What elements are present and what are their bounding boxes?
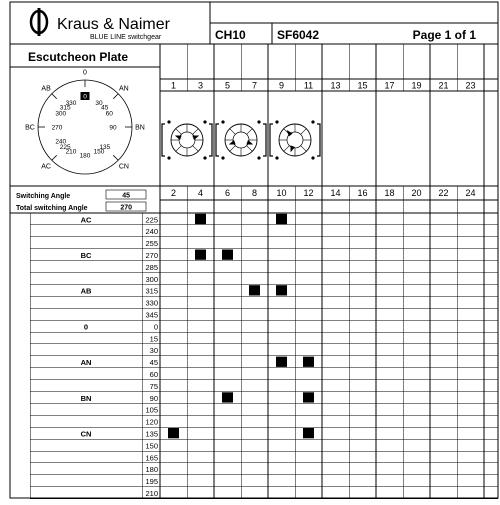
- angle-value: 285: [145, 262, 158, 272]
- contact-number-top: 21: [438, 80, 449, 91]
- angle-value: 330: [145, 298, 158, 308]
- escutcheon-dial: [25, 70, 145, 175]
- dial-angle-label: 225: [59, 144, 71, 152]
- dial-position-label: AB: [41, 85, 51, 93]
- angle-value: 105: [145, 405, 158, 415]
- position-label: BC: [80, 251, 92, 260]
- angle-value: 345: [145, 310, 158, 320]
- position-label: AB: [80, 286, 92, 296]
- dial-angle-label: 150: [93, 148, 105, 156]
- total-switching-angle-label: Total switching Angle: [16, 205, 88, 212]
- contact-number-top: 5: [224, 80, 231, 91]
- dial-angle-label: 90: [109, 124, 117, 132]
- angle-value: 90: [149, 393, 158, 403]
- angle-value: 15: [149, 334, 158, 344]
- angle-value: 75: [149, 381, 158, 391]
- contact-number-top: 13: [330, 80, 341, 91]
- contact-number-bottom: 18: [384, 188, 395, 198]
- angle-value: 30: [149, 346, 158, 356]
- contact-number-bottom: 22: [438, 188, 449, 198]
- dial-position-label: AC: [41, 163, 51, 171]
- closed-contact-mark: [222, 250, 233, 260]
- switching-angle-label: Switching Angle: [16, 193, 71, 200]
- contact-number-bottom: 14: [330, 188, 341, 198]
- contact-number-top: 23: [465, 80, 476, 91]
- position-label: AN: [80, 358, 92, 368]
- cam-contact-symbol: [270, 120, 320, 159]
- contact-number-bottom: 12: [303, 188, 314, 198]
- contact-number-top: 19: [411, 80, 422, 91]
- closed-contact-mark: [276, 285, 287, 295]
- dial-angle-label: 210: [65, 148, 77, 156]
- contact-number-top: 3: [197, 80, 204, 91]
- brand-tagline: BLUE LINE switchgear: [90, 34, 162, 41]
- closed-contact-mark: [195, 214, 206, 224]
- angle-value: 255: [145, 239, 158, 249]
- angle-value: 240: [145, 227, 158, 237]
- closed-contact-mark: [303, 392, 314, 402]
- dial-angle-label: 45: [101, 104, 109, 112]
- angle-value: 150: [145, 441, 158, 451]
- closed-contact-mark: [168, 428, 179, 438]
- contact-number-bottom: 16: [357, 188, 368, 198]
- dial-angle-label: 240: [55, 138, 67, 146]
- dial-angle-label: 270: [51, 124, 63, 132]
- cam-contact-symbol: [216, 120, 266, 159]
- dial-angle-label: 30: [95, 100, 103, 108]
- dial-position-label: CN: [118, 163, 129, 171]
- contact-number-top: 7: [251, 80, 258, 91]
- closed-contact-mark: [276, 214, 287, 224]
- contact-wiring-diagram: [162, 120, 320, 159]
- model-number: CH10: [215, 28, 246, 42]
- angle-value: 195: [145, 477, 158, 487]
- contact-number-top: 15: [357, 80, 368, 91]
- total-switching-angle-value: 270: [120, 204, 132, 212]
- contact-number-bottom: 6: [224, 188, 231, 198]
- contact-number-top: 9: [278, 80, 285, 91]
- contact-number-bottom: 20: [411, 188, 422, 198]
- brand-name: Kraus & Naimer: [57, 16, 170, 33]
- contact-number-bottom: 8: [251, 188, 258, 198]
- cam-contact-symbol: [162, 120, 212, 159]
- angle-value: 270: [145, 251, 158, 260]
- closed-contact-mark: [249, 285, 260, 295]
- contact-number-top: 17: [384, 80, 395, 91]
- closed-contact-mark: [303, 428, 314, 438]
- angle-value: 60: [149, 370, 158, 379]
- angle-value: 210: [145, 489, 158, 498]
- closed-contact-mark: [303, 357, 314, 367]
- dial-angle-label: 315: [59, 104, 71, 112]
- dial-angle-label: 330: [65, 100, 77, 108]
- dial-position-label: AN: [119, 85, 129, 93]
- contact-number-bottom: 4: [197, 188, 204, 198]
- drawing-number: SF6042: [277, 28, 320, 42]
- brand-logo: [31, 8, 47, 36]
- contact-number-bottom: 10: [276, 188, 287, 198]
- contact-number-bottom: 24: [465, 188, 476, 198]
- contact-number-bottom: 2: [170, 188, 177, 198]
- angle-value: 135: [145, 429, 158, 439]
- dial-angle-label: 135: [99, 144, 111, 152]
- escutcheon-title: Escutcheon Plate: [28, 50, 129, 64]
- angle-value: 300: [145, 274, 158, 284]
- angle-value: 315: [145, 286, 158, 296]
- dial-position-label: 0: [83, 69, 87, 77]
- contact-number-top: 1: [170, 80, 177, 91]
- angle-value: 120: [145, 417, 158, 427]
- position-label: AC: [80, 215, 92, 225]
- dial-position-label: BN: [135, 124, 145, 132]
- dial-position-label: BC: [25, 124, 35, 132]
- angle-value: 180: [145, 465, 158, 475]
- angle-value: 225: [145, 215, 158, 225]
- contact-number-top: 11: [303, 80, 314, 91]
- dial-angle-label: 300: [55, 110, 67, 118]
- angle-value: 45: [149, 358, 158, 368]
- dial-angle-label: 60: [105, 110, 113, 118]
- closed-contact-mark: [195, 250, 206, 260]
- position-label: BN: [80, 393, 92, 403]
- dial-angle-label: 180: [79, 152, 91, 160]
- position-label: CN: [80, 429, 92, 439]
- closed-contact-mark: [276, 357, 287, 367]
- angle-value: 0: [153, 322, 158, 332]
- switching-angle-value: 45: [122, 192, 130, 200]
- closed-contact-mark: [222, 392, 233, 402]
- position-label: 0: [83, 322, 89, 332]
- angle-value: 165: [145, 453, 158, 463]
- dial-angle-label: 0: [83, 93, 87, 101]
- page-indicator: Page 1 of 1: [412, 28, 476, 42]
